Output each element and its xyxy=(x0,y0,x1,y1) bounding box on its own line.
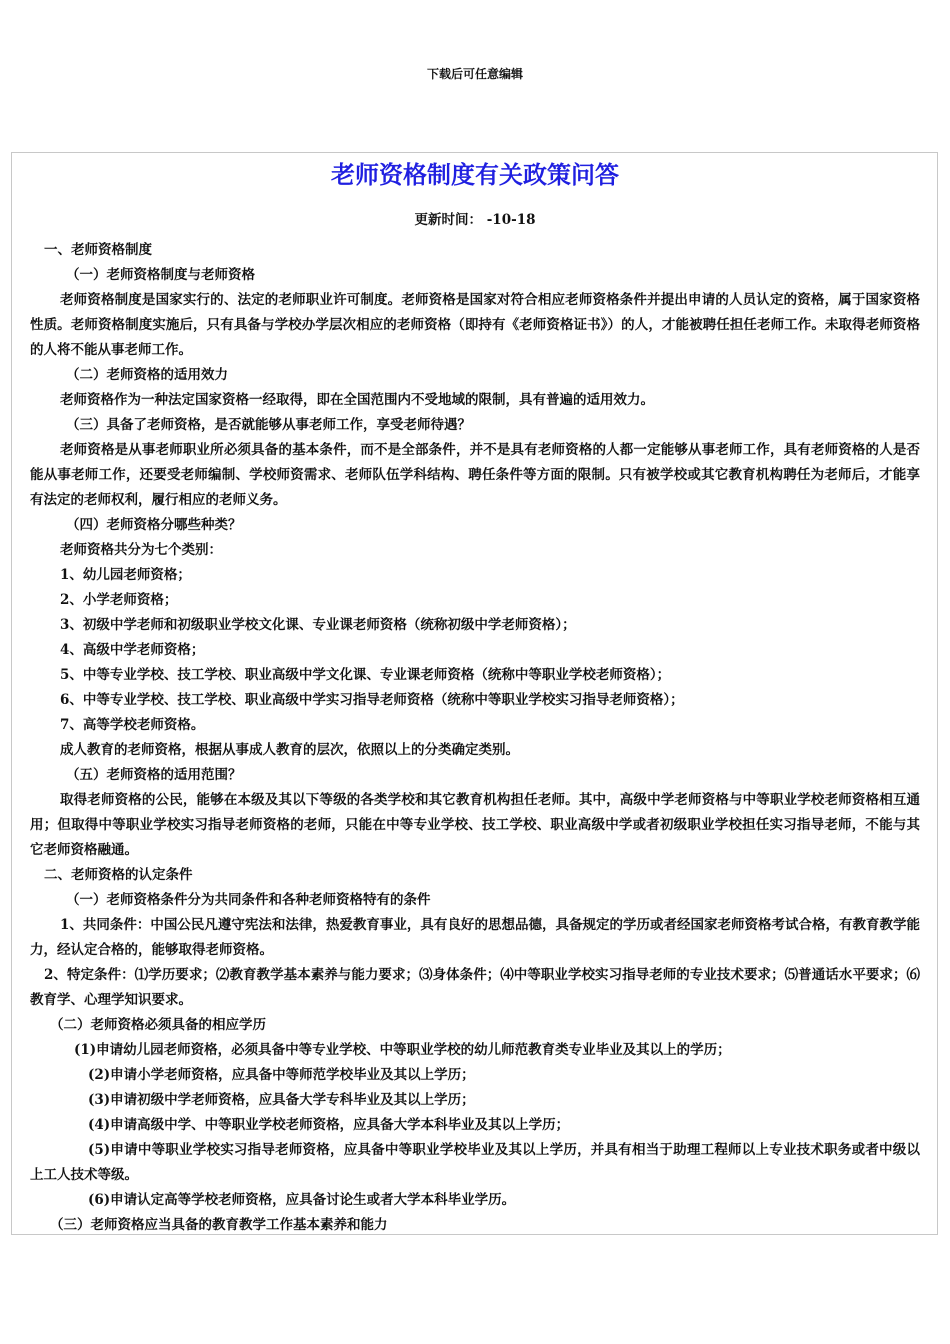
subsection-heading: （一）老师资格制度与老师资格 xyxy=(66,267,255,283)
subsection-heading: （四）老师资格分哪些种类？ xyxy=(66,517,242,533)
list-item: (2)申请小学老师资格，应具备中等师范学校毕业及其以上学历； xyxy=(88,1067,475,1083)
body-paragraph: 成人教育的老师资格，根据从事成人教育的层次，依照以上的分类确定类别。 xyxy=(60,742,519,758)
section-heading: 一、老师资格制度 xyxy=(44,242,152,258)
list-item: 1、幼儿园老师资格； xyxy=(60,567,191,583)
list-item: (4)申请高级中学、中等职业学校老师资格，应具备大学本科毕业及其以上学历； xyxy=(88,1117,570,1133)
document-body xyxy=(30,238,920,1238)
body-paragraph: 老师资格制度是国家实行的、法定的老师职业许可制度。老师资格是国家对符合相应老师资格条件并提出申请的人员认定的资格，属于国家资格性质。老师资格制度实施后，只有具备与学校办学层次相应的老师资格（即持有《老师资格证书》）的人，才能被聘任担任老师工作。未取得老师资格的人将不能从事老师工作。 xyxy=(30,292,920,358)
list-item: 5、中等专业学校、技工学校、职业高级中学文化课、专业课老师资格（统称中等职业学校老师资格）； xyxy=(60,667,671,683)
body-paragraph: 老师资格共分为七个类别： xyxy=(60,542,222,558)
subsection-heading: （三）具备了老师资格，是否就能够从事老师工作，享受老师待遇？ xyxy=(66,417,471,433)
list-item: 6、中等专业学校、技工学校、职业高级中学实习指导老师资格（统称中等职业学校实习指导老师资格）； xyxy=(60,692,684,708)
page-title: 老师资格制度有关政策问答 xyxy=(331,160,619,189)
update-time: 更新时间： -10-18 xyxy=(414,212,536,228)
list-item: (1)申请幼儿园老师资格，必须具备中等专业学校、中等职业学校的幼儿师范教育类专业毕业及其以上的学历； xyxy=(74,1042,731,1058)
body-paragraph: 取得老师资格的公民，能够在本级及其以下等级的各类学校和其它教育机构担任老师。其中，高级中学老师资格与中等职业学校老师资格相互通用；但取得中等职业学校实习指导老师资格的老师，只能在中等专业学校、技工学校、职业高级中学或者初级职业学校担任实习指导老师，不能与其它老师资格融通。 xyxy=(30,792,920,858)
subsection-heading: （二）老师资格的适用效力 xyxy=(66,367,228,383)
subsection-heading: （三）老师资格应当具备的教育教学工作基本素养和能力 xyxy=(50,1217,388,1233)
list-item: (6)申请认定高等学校老师资格，应具备讨论生或者大学本科毕业学历。 xyxy=(88,1192,516,1208)
subsection-heading: （五）老师资格的适用范围？ xyxy=(66,767,242,783)
list-item: 7、高等学校老师资格。 xyxy=(60,717,205,733)
body-paragraph: 2、特定条件：⑴学历要求；⑵教育教学基本素养与能力要求；⑶身体条件；⑷中等职业学校实习指导老师的专业技术要求；⑸普通话水平要求；⑹教育学、心理学知识要求。 xyxy=(30,967,920,1008)
body-paragraph: 老师资格是从事老师职业所必须具备的基本条件，而不是全部条件，并不是具有老师资格的人都一定能够从事老师工作，具有老师资格的人是否能从事老师工作，还要受老师编制、学校师资需求、老师队伍学科结构、聘任条件等方面的限制。只有被学校或其它教育机构聘任为老师后，才能享有法定的老师权利，履行相应的老师义务。 xyxy=(30,442,920,508)
subsection-heading: （一）老师资格条件分为共同条件和各种老师资格特有的条件 xyxy=(66,892,431,908)
section-heading: 二、老师资格的认定条件 xyxy=(44,867,193,883)
list-item: (3)申请初级中学老师资格，应具备大学专科毕业及其以上学历； xyxy=(88,1092,475,1108)
list-item: (5)申请中等职业学校实习指导老师资格，应具备中等职业学校毕业及其以上学历，并具有相当于助理工程师以上专业技术职务或者中级以上工人技术等级。 xyxy=(30,1142,920,1183)
list-item: 3、初级中学老师和初级职业学校文化课、专业课老师资格（统称初级中学老师资格）； xyxy=(60,617,576,633)
body-paragraph: 1、共同条件：中国公民凡遵守宪法和法律，热爱教育事业，具有良好的思想品德，具备规定的学历或者经国家老师资格考试合格，有教育教学能力，经认定合格的，能够取得老师资格。 xyxy=(30,917,920,958)
subsection-heading: （二）老师资格必须具备的相应学历 xyxy=(50,1017,266,1033)
body-paragraph: 老师资格作为一种法定国家资格一经取得，即在全国范围内不受地域的限制，具有普遍的适用效力。 xyxy=(60,392,654,408)
header-note: 下载后可任意编辑 xyxy=(426,67,523,81)
list-item: 4、高级中学老师资格； xyxy=(60,642,205,658)
list-item: 2、小学老师资格； xyxy=(60,592,178,608)
